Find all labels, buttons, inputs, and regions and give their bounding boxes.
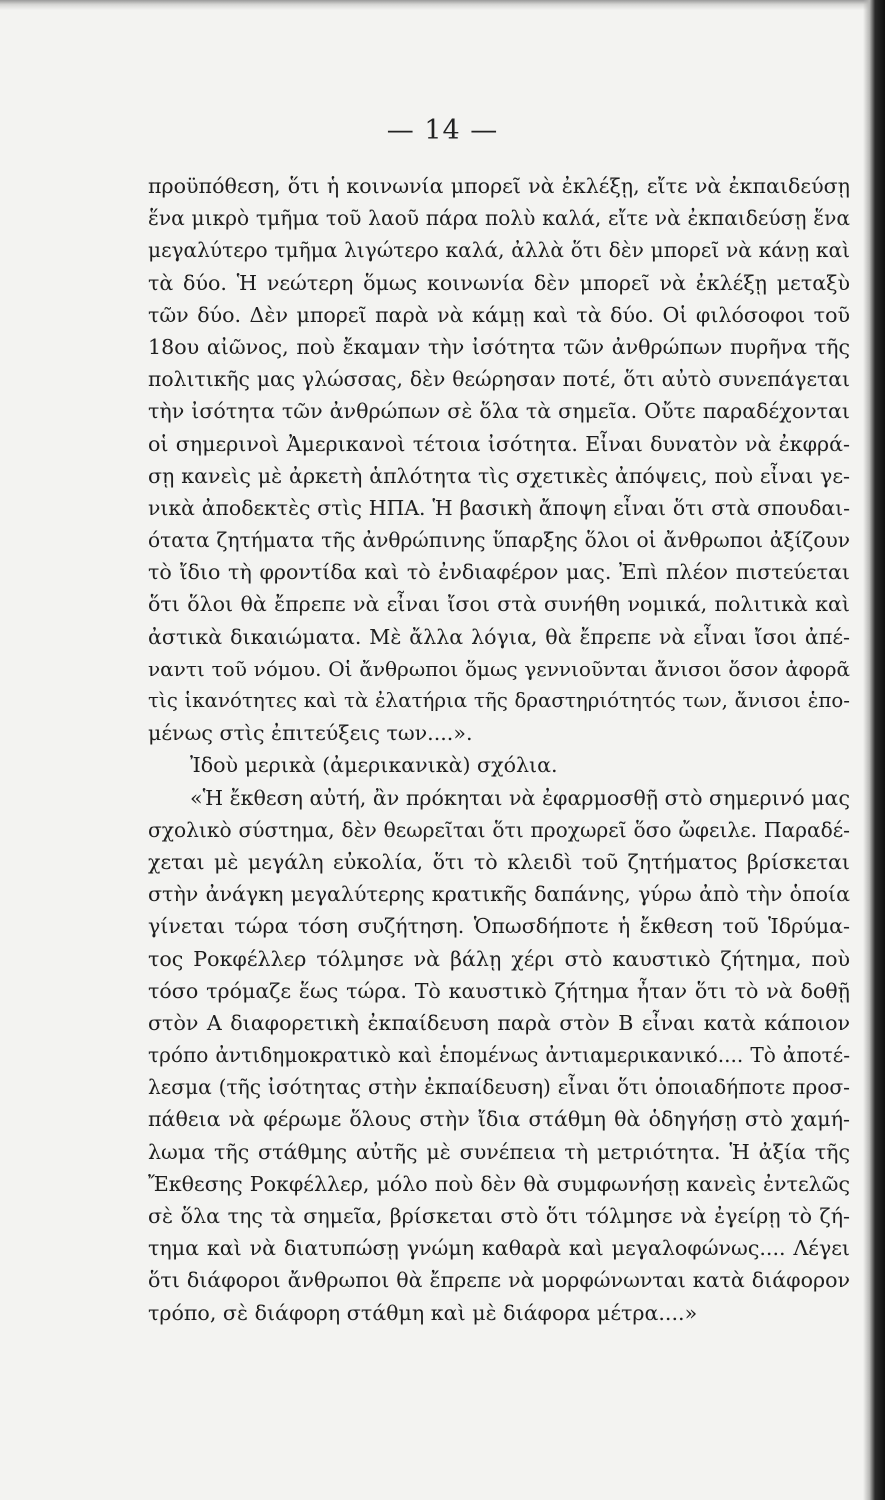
text-line: τὶς ἱκανότητες καὶ τὰ ἐλατήρια τῆς δραστηριότητός των, ἄνισοι ἑπο-: [148, 689, 850, 712]
text-line: στὴν ἀνάγκη μεγαλύτερης κρατικῆς δαπάνης, γύρω ἀπὸ τὴν ὁποία: [148, 882, 850, 907]
text-line: χεται μὲ μεγάλη εὐκολία, ὅτι τὸ κλειδὶ τοῦ ζητήματος βρίσκεται: [148, 849, 850, 874]
text-line: τὴν ἰσότητα τῶν ἀνθρώπων σὲ ὅλα τὰ σημεῖα. Οὔτε παραδέχονται: [148, 399, 850, 424]
text-line: λωμα τῆς στάθμης αὐτῆς μὲ συνέπεια τὴ μετριότητα. Ἡ ἀξία τῆς: [148, 1139, 850, 1164]
text-line: σῃ κανεὶς μὲ ἀρκετὴ ἁπλότητα τὶς σχετικὲς ἀπόψεις, ποὺ εἶναι γε-: [148, 463, 850, 488]
scan-binding-edge: [863, 0, 885, 1500]
text-line: τημα καὶ νὰ διατυπώσῃ γνώμη καθαρὰ καὶ μεγαλοφώνως.... Λέγει: [148, 1236, 850, 1261]
text-line: σὲ ὅλα της τὰ σημεῖα, βρίσκεται στὸ ὅτι τόλμησε νὰ ἐγείρῃ τὸ ζή-: [148, 1204, 850, 1228]
text-line: πολιτικῆς μας γλώσσας, δὲν θεώρησαν ποτέ, ὅτι αὐτὸ συνεπάγεται: [148, 367, 850, 392]
scan-top-shadow: [0, 0, 885, 10]
text-line: Ἰδοὺ μερικὰ (ἀμερικανικὰ) σχόλια.: [190, 753, 558, 778]
text-line: ἀστικὰ δικαιώματα. Μὲ ἄλλα λόγια, θὰ ἔπρεπε νὰ εἶναι ἴσοι ἀπέ-: [148, 624, 850, 649]
text-line: τος Ροκφέλλερ τόλμησε νὰ βάλῃ χέρι στὸ καυστικὸ ζήτημα, ποὺ: [148, 946, 850, 971]
text-line: ἕνα μικρὸ τμῆμα τοῦ λαοῦ πάρα πολὺ καλά, εἴτε νὰ ἐκπαιδεύσῃ ἕνα: [148, 206, 850, 231]
text-line: γίνεται τώρα τόση συζήτηση. Ὁπωσδήποτε ἡ ἔκθεση τοῦ Ἱδρύμα-: [148, 914, 850, 939]
text-line: ναντι τοῦ νόμου. Οἱ ἄνθρωποι ὅμως γεννιοῦνται ἄνισοι ὅσον ἀφορᾶ: [148, 656, 850, 681]
text-line: ότατα ζητήματα τῆς ἀνθρώπινης ὕπαρξης ὅλοι οἱ ἄνθρωποι ἀξίζουν: [148, 528, 850, 553]
text-line: μένως στὶς ἐπιτεύξεις των....».: [148, 721, 473, 746]
text-line: μεγαλύτερο τμῆμα λιγώτερο καλά, ἀλλὰ ὅτι δὲν μπορεῖ νὰ κάνῃ καὶ: [148, 238, 850, 263]
text-line: ὅτι διάφοροι ἄνθρωποι θὰ ἔπρεπε νὰ μορφώνωνται κατὰ διάφορον: [148, 1268, 850, 1293]
body-text: [148, 170, 850, 1329]
text-line: τῶν δύο. Δὲν μπορεῖ παρὰ νὰ κάμῃ καὶ τὰ δύο. Οἱ φιλόσοφοι τοῦ: [148, 302, 850, 327]
text-line: «Ἡ ἔκθεση αὐτή, ἂν πρόκηται νὰ ἐφαρμοσθῇ στὸ σημερινό μας: [190, 785, 850, 810]
text-line: τὸ ἴδιο τὴ φροντίδα καὶ τὸ ἐνδιαφέρον μας. Ἐπὶ πλέον πιστεύεται: [148, 560, 850, 585]
text-line: λεσμα (τῆς ἰσότητας στὴν ἐκπαίδευση) εἶναι ὅτι ὁποιαδήποτε προσ-: [148, 1075, 850, 1100]
text-line: τόσο τρόμαζε ἕως τώρα. Τὸ καυστικὸ ζήτημα ἦταν ὅτι τὸ νὰ δοθῇ: [148, 978, 850, 1003]
text-line: τρόπο ἀντιδημοκρατικὸ καὶ ἑπομένως ἀντιαμερικανικό.... Τὸ ἀποτέ-: [148, 1043, 850, 1068]
text-line: πάθεια νὰ φέρωμε ὅλους στὴν ἴδια στάθμη θὰ ὁδηγήσῃ στὸ χαμή-: [148, 1107, 850, 1132]
text-line: προϋπόθεση, ὅτι ἡ κοινωνία μπορεῖ νὰ ἐκλέξῃ, εἴτε νὰ ἐκπαιδεύσῃ: [148, 174, 850, 198]
text-line: νικὰ ἀποδεκτὲς στὶς ΗΠΑ. Ἡ βασικὴ ἄποψη εἶναι ὅτι στὰ σπουδαι-: [148, 495, 850, 520]
text-line: τρόπο, σὲ διάφορη στάθμη καὶ μὲ διάφορα μέτρα....»: [148, 1300, 698, 1325]
text-line: σχολικὸ σύστημα, δὲν θεωρεῖται ὅτι προχωρεῖ ὅσο ὤφειλε. Παραδέ-: [148, 817, 850, 842]
text-line: τὰ δύο. Ἡ νεώτερη ὅμως κοινωνία δὲν μπορεῖ νὰ ἐκλέξῃ μεταξὺ: [148, 270, 850, 295]
text-line: Ἔκθεσης Ροκφέλλερ, μόλο ποὺ δὲν θὰ συμφωνήσῃ κανεὶς ἐντελῶς: [148, 1171, 850, 1196]
text-line: 18ου αἰῶνος, ποὺ ἔκαμαν τὴν ἰσότητα τῶν ἀνθρώπων πυρῆνα τῆς: [148, 334, 850, 359]
text-line: οἱ σημερινοὶ Ἀμερικανοὶ τέτοια ἰσότητα. Εἶναι δυνατὸν νὰ ἐκφρά-: [148, 431, 850, 456]
text-line: ὅτι ὅλοι θὰ ἔπρεπε νὰ εἶναι ἴσοι στὰ συνήθη νομικά, πολιτικὰ καὶ: [148, 592, 850, 617]
page-number: — 14 —: [386, 115, 499, 146]
text-line: στὸν Α διαφορετικὴ ἐκπαίδευση παρὰ στὸν Β εἶναι κατὰ κάποιον: [148, 1010, 850, 1035]
